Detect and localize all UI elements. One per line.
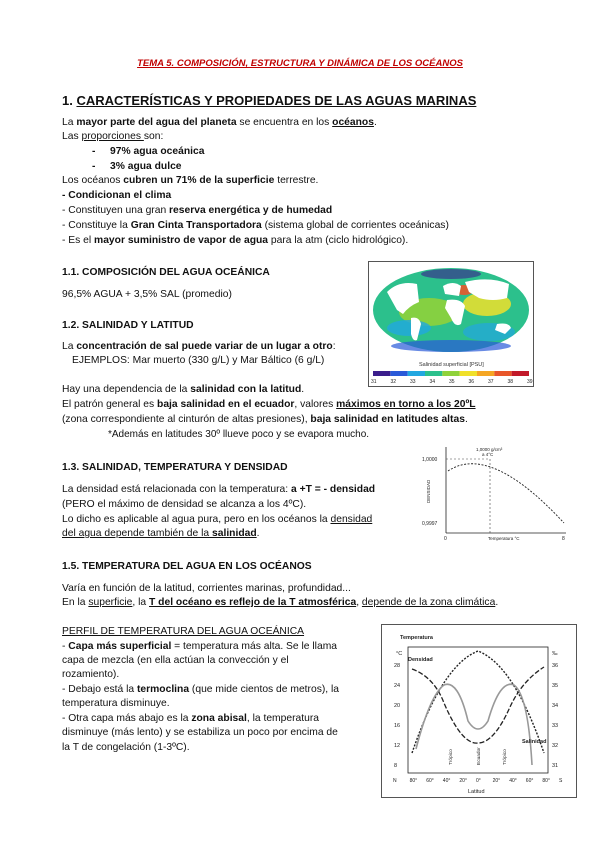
- density-peak-sub: a 4°C: [482, 452, 494, 457]
- zone-tropic-north: Trópico: [449, 749, 454, 765]
- legend-swatch: [442, 371, 459, 376]
- legend-swatch: [512, 371, 529, 376]
- x-tick: 0°: [476, 778, 481, 784]
- legend-tick: 38: [507, 379, 514, 385]
- legend-tick: 36: [468, 379, 475, 385]
- s1-line-5: - Constituyen una gran reserva energética y de humedad: [62, 205, 333, 216]
- legend-tick: 37: [488, 379, 494, 385]
- label-salinity: Salinidad: [522, 739, 547, 745]
- y-left-tick: 16: [394, 723, 401, 729]
- density-x-left: 0: [444, 536, 447, 541]
- s1-line-2: Las proporciones son:: [62, 131, 164, 142]
- salinity-legend-ticks: [371, 379, 533, 385]
- density-y-bottom: 0,9997: [422, 521, 438, 527]
- section-1-5-heading: 1.5. TEMPERATURA DEL AGUA EN LOS OCÉANOS: [62, 561, 312, 572]
- legend-tick: 39: [527, 379, 533, 385]
- unit-left: °C: [396, 651, 403, 657]
- s15-p8: la T de congelación (1-3ºC).: [62, 742, 190, 753]
- legend-tick: 32: [390, 379, 397, 385]
- x-tick: 60°: [426, 778, 434, 784]
- s15-p5: temperatura disminuye.: [62, 698, 170, 709]
- s13-line-3: Lo dicho es aplicable al agua pura, pero en los océanos la densidad: [62, 514, 373, 525]
- profile-x-label: Latitud: [468, 789, 485, 795]
- density-curve-chart: [418, 441, 574, 541]
- legend-tick: 31: [371, 379, 377, 385]
- legend-swatch: [477, 371, 494, 376]
- legend-swatch: [425, 371, 442, 376]
- zone-equator: Ecuador: [477, 747, 482, 765]
- y-right-tick: 36: [552, 663, 559, 669]
- zone-tropic-south: Trópico: [503, 749, 508, 765]
- s1-line-7: - Es el mayor suministro de vapor de agua para la atm (ciclo hidrológico).: [62, 235, 409, 246]
- y-right-tick: 34: [552, 703, 559, 709]
- profile-y-left-ticks: [394, 663, 400, 769]
- s15-p1: - Capa más superficial = temperatura más alta. Se le llama: [62, 641, 337, 652]
- document-title: TEMA 5. COMPOSICIÓN, ESTRUCTURA Y DINÁMICA DE LOS OCÉANOS: [137, 58, 463, 69]
- profile-x-ticks: [393, 778, 563, 784]
- s13-line-1: La densidad está relacionada con la temperatura: a +T = - densidad: [62, 484, 376, 495]
- legend-swatch: [373, 371, 390, 376]
- s15-subheading: PERFIL DE TEMPERATURA DEL AGUA OCEÁNICA: [62, 626, 305, 637]
- s1-line-3: Los océanos cubren un 71% de la superficie terrestre.: [62, 175, 319, 186]
- s1-line-4: - Condicionan el clima: [62, 190, 172, 201]
- density-curve: [448, 464, 564, 523]
- s12-line-3: Hay una dependencia de la salinidad con la latitud.: [62, 384, 305, 395]
- density-peak-label: 1,0000 g/cm³: [476, 447, 503, 452]
- s12-line-5: (zona correspondiente al cinturón de altas presiones), baja salinidad en latitudes altas.: [62, 414, 468, 425]
- y-left-tick: 24: [394, 683, 401, 689]
- legend-tick: 35: [449, 379, 455, 385]
- y-right-tick: 31: [552, 763, 559, 769]
- legend-swatch: [494, 371, 511, 376]
- temperature-profile-chart: [382, 625, 576, 797]
- x-tick: 20°: [459, 778, 467, 784]
- s13-line-4: del agua depende también de la salinidad.: [62, 528, 260, 539]
- density-x-label: Temperatura °C: [488, 536, 520, 541]
- y-left-tick: 12: [394, 743, 401, 749]
- label-density: Densidad: [408, 657, 433, 663]
- section-1-3-heading: 1.3. SALINIDAD, TEMPERATURA Y DENSIDAD: [62, 462, 288, 473]
- s12-line-4: El patrón general es baja salinidad en el ecuador, valores máximos en torno a los 20ºL: [62, 399, 476, 410]
- x-tick: 60°: [525, 778, 534, 784]
- density-x-right: 8: [562, 536, 565, 541]
- y-right-tick: 33: [552, 723, 559, 729]
- s11-text: 96,5% AGUA + 3,5% SAL (promedio): [62, 289, 232, 300]
- section-1-2-heading: 1.2. SALINIDAD Y LATITUD: [62, 320, 194, 331]
- s12-line-6: *Además en latitudes 30º llueve poco y se evapora mucho.: [108, 429, 370, 440]
- s13-line-2: (PERO el máximo de densidad se alcanza a los 4ºC).: [62, 499, 307, 510]
- s15-line-1: Varía en función de la latitud, corrientes marinas, profundidad...: [62, 583, 351, 594]
- legend-swatch: [460, 371, 477, 376]
- legend-tick: 33: [410, 379, 416, 385]
- s12-line-1: La concentración de sal puede variar de un lugar a otro:: [62, 341, 336, 352]
- label-temperature: Temperatura: [400, 635, 433, 641]
- section-1-heading: 1. CARACTERÍSTICAS Y PROPIEDADES DE LAS AGUAS MARINAS: [62, 93, 477, 108]
- y-left-tick: 8: [394, 763, 398, 769]
- legend-tick: 34: [429, 379, 436, 385]
- salinity-map-figure: [368, 261, 534, 387]
- x-tick: 80°: [542, 778, 550, 784]
- salinity-map: [369, 262, 533, 386]
- x-tick: N: [393, 778, 397, 784]
- s15-p4: - Debajo está la termoclina (que mide cientos de metros), la: [62, 684, 340, 695]
- section-1-1-heading: 1.1. COMPOSICIÓN DEL AGUA OCEÁNICA: [62, 267, 270, 278]
- s15-p3: rozamiento).: [62, 669, 120, 680]
- profile-y-right-ticks: [552, 663, 558, 769]
- x-tick: 80°: [409, 778, 418, 784]
- x-tick: 20°: [492, 778, 501, 784]
- x-tick: 40°: [442, 778, 451, 784]
- s1-bullet-1: - 97% agua oceánica: [62, 145, 204, 159]
- temperature-profile-figure: [381, 624, 577, 798]
- legend-swatch: [408, 371, 425, 376]
- map-caption: Salinidad superficial [PSU]: [419, 362, 484, 368]
- s1-line-1: La mayor parte del agua del planeta se encuentra en los océanos.: [62, 117, 377, 128]
- y-left-tick: 20: [394, 703, 401, 709]
- s15-p7: disminuye (más lento) y se estabiliza un poco por encima de: [62, 727, 338, 738]
- density-figure: [418, 441, 574, 541]
- salinity-legend-bar: [373, 371, 529, 376]
- y-right-tick: 35: [552, 683, 559, 689]
- s15-line-2: En la superficie, la T del océano es reflejo de la T atmosférica, depende de la zona climática.: [62, 597, 499, 608]
- y-left-tick: 28: [394, 663, 401, 669]
- y-right-tick: 32: [552, 743, 559, 749]
- legend-swatch: [390, 371, 407, 376]
- x-tick: S: [559, 778, 563, 784]
- s1-line-6: - Constituye la Gran Cinta Transportadora (sistema global de corrientes oceánicas): [62, 220, 449, 231]
- density-y-top: 1,0000: [422, 457, 438, 463]
- s15-p2: capa de mezcla (en ella actúan la convección y el: [62, 655, 289, 666]
- unit-right: ‰: [552, 651, 558, 657]
- salinity-curve: [416, 684, 532, 765]
- s15-p6: - Otra capa más abajo es la zona abisal, la temperatura: [62, 713, 319, 724]
- density-y-label: DENSIDAD: [426, 479, 431, 503]
- x-tick: 40°: [509, 778, 517, 784]
- s12-line-2: EJEMPLOS: Mar muerto (330 g/L) y Mar Báltico (6 g/L): [72, 355, 325, 366]
- s1-bullet-2: - 3% agua dulce: [62, 160, 182, 174]
